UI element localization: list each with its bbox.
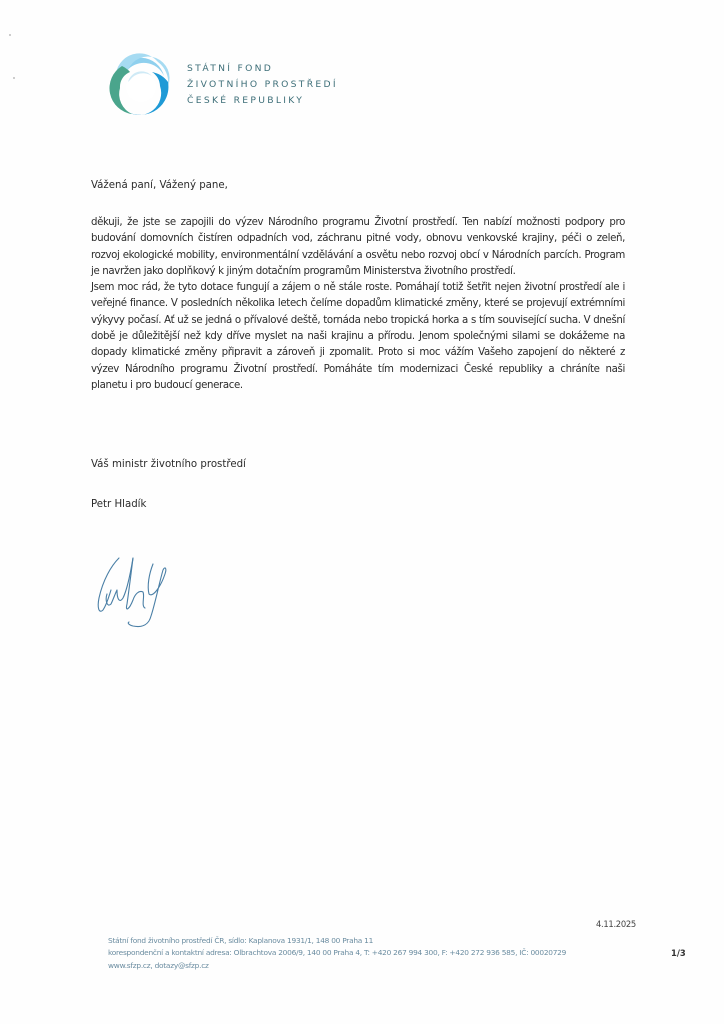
- organization-name: [187, 61, 338, 109]
- paragraph-1: děkuji, že jste se zapojili do výzev Národního programu Životní prostředí. Ten nabízí možnosti podpory pro budování domovních čistíren odpadních vod, záchranu pitné vody, obnovu venkovské krajiny, péči o zeleň, rozvoj ekologické mobility, environmentální vzdělávání a osvětu nebo rozvoj obcí v Národních parcích. Program je navržen jako doplňkový k jiným dotačním programům Ministerstva životního prostředí.: [91, 217, 625, 277]
- organization-name-line-3: ČESKÉ REPUBLIKY: [187, 95, 305, 106]
- letter-body: [91, 215, 625, 394]
- closing: Váš ministr životního prostředí: [91, 459, 246, 470]
- salutation: Vážená paní, Vážený pane,: [91, 180, 228, 191]
- organization-name-line-2: ŽIVOTNÍHO PROSTŘEDÍ: [187, 79, 338, 90]
- handwritten-signature-icon: [93, 550, 193, 640]
- footer: [108, 935, 566, 972]
- scan-artifact: [9, 34, 11, 36]
- page-number: 1/3: [671, 948, 686, 958]
- letter-date: 4.11.2025: [596, 919, 636, 929]
- paragraph-2: Jsem moc rád, že tyto dotace fungují a zájem o ně stále roste. Pomáhají totiž šetřit nejen životní prostředí ale i veřejné finance. V posledních několika letech čelíme dopadům klimatické změny, které se projevují extrémními výkyvy počasí. Ať už se jedná o přívalové deště, tornáda nebo tropická horka a s tím související sucha. V dnešní době je důležitější než kdy dříve myslet na naši krajinu a přírodu. Jenom společnými silami se dokážeme na dopady klimatické změny připravit a zároveň ji zpomalit. Proto si moc vážím Vašeho zapojení do některé z výzev Národního programu Životní prostředí. Pomáháte tím modernizaci České republiky a chráníte naši planetu i pro budoucí generace.: [91, 282, 625, 391]
- footer-web-line: www.sfzp.cz, dotazy@sfzp.cz: [108, 960, 209, 970]
- organization-name-line-1: STÁTNÍ FOND: [187, 63, 274, 74]
- footer-address-line: Státní fond životního prostředí ČR, sídlo: Kaplanova 1931/1, 148 00 Praha 11: [108, 936, 374, 945]
- sfzp-logo-icon: [108, 52, 172, 116]
- footer-contact-line: korespondenční a kontaktní adresa: Olbrachtova 2006/9, 140 00 Praha 4, T: +420 267 994 300, F: +420 272 936 585, IČ: 00020729: [108, 948, 567, 958]
- signatory-name: Petr Hladík: [91, 499, 147, 510]
- scan-artifact: [13, 77, 15, 79]
